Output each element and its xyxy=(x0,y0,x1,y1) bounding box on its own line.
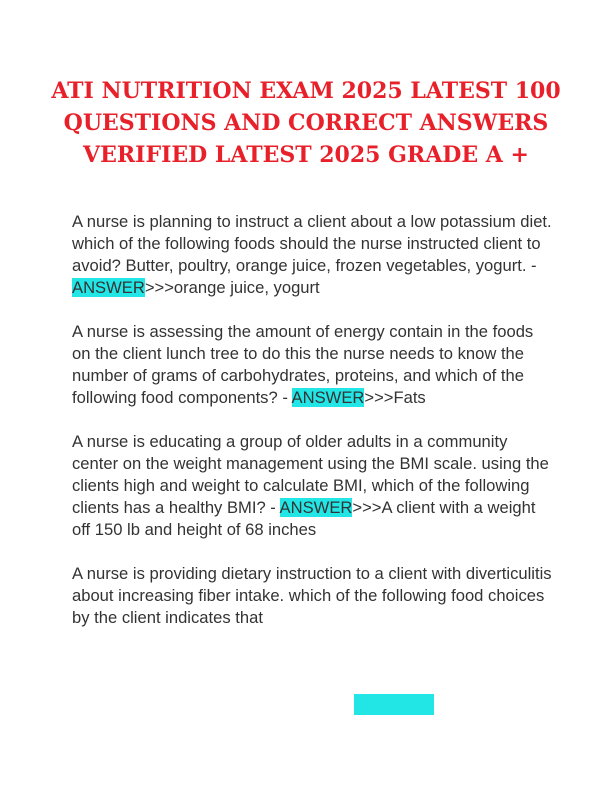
question-text: A nurse is providing dietary instruction to a client with diverticulitis about increasing fiber intake. which of the following food choices by the client indicates that xyxy=(72,564,552,627)
question-text: A nurse is educating a group of older adults in a community center on the weight management using the BMI scale. using the clients high and weight to calculate BMI, which of the following clients has a healthy BMI? - xyxy=(72,432,549,517)
qa-list xyxy=(72,211,552,651)
answer-marker: ANSWER xyxy=(72,278,145,297)
qa-item-2 xyxy=(72,321,552,409)
qa-item-3 xyxy=(72,431,552,541)
answer-text: >>>orange juice, yogurt xyxy=(144,278,320,297)
document-title xyxy=(40,75,572,171)
qa-item-1 xyxy=(72,211,552,299)
title-line-1: ATI NUTRITION EXAM 2025 LATEST 100 xyxy=(51,78,561,104)
question-text: A nurse is planning to instruct a client about a low potassium diet. which of the following foods should the nurse instructed client to avoid? Butter, poultry, orange juice, frozen vegetables, yogurt. - xyxy=(72,212,552,275)
answer-marker: ANSWER xyxy=(279,498,353,517)
answer-text: >>>A client with a weight off 150 lb and height of 68 inches xyxy=(72,498,536,539)
answer-marker: ANSWER xyxy=(291,388,365,407)
answer-highlight-fragment xyxy=(354,694,434,715)
title-line-3: VERIFIED LATEST 2025 GRADE A + xyxy=(83,142,529,168)
title-line-2: QUESTIONS AND CORRECT ANSWERS xyxy=(63,110,549,136)
answer-text: >>>Fats xyxy=(364,388,426,407)
question-text: A nurse is assessing the amount of energy contain in the foods on the client lunch tree to do this the nurse needs to know the number of grams of carbohydrates, proteins, and which of the following food components? - xyxy=(72,322,534,407)
qa-item-4 xyxy=(72,563,552,629)
